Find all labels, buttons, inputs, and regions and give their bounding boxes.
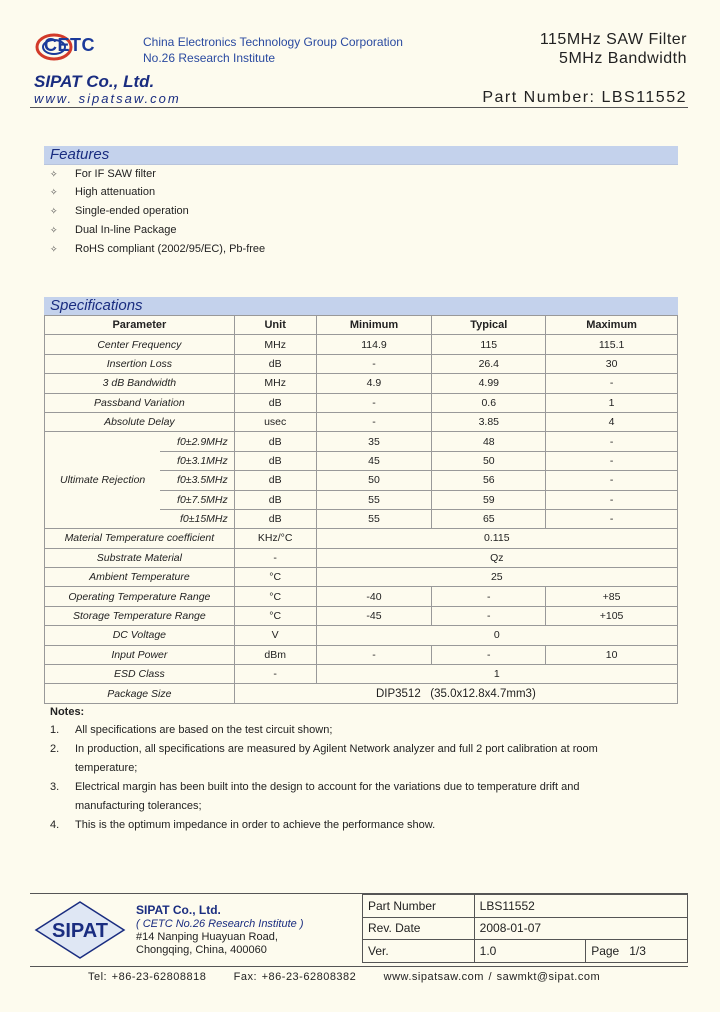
- table-row: f0±7.5MHz dB 55 59 -: [45, 490, 678, 509]
- header-divider: [30, 107, 688, 108]
- website-link[interactable]: www. sipatsaw.com: [34, 91, 181, 106]
- table-row: Rev. Date 2008-01-07: [363, 917, 688, 940]
- header-maximum: Maximum: [546, 316, 678, 335]
- note-item: 2. In production, all specifications are measured by Agilent Network analyzer and full 2 port calibration at room temperature;: [50, 743, 598, 774]
- product-title: 115MHz SAW Filter: [539, 31, 687, 48]
- notes-title: Notes:: [50, 706, 85, 718]
- footer-institute: ( CETC No.26 Research Institute ): [136, 918, 304, 930]
- table-row: f0±15MHz dB 55 65 -: [45, 509, 678, 528]
- table-row: f0±3.5MHz dB 50 56 -: [45, 471, 678, 490]
- specifications-title: Specifications: [50, 297, 143, 314]
- bullet-icon: ✧: [50, 206, 58, 216]
- table-row: Input Power dBm - - 10: [45, 645, 678, 664]
- feature-item: ✧ High attenuation: [50, 186, 156, 198]
- table-row: Part Number LBS11552: [363, 895, 688, 918]
- bullet-icon: ✧: [50, 187, 58, 197]
- header-unit: Unit: [234, 316, 316, 335]
- header-typical: Typical: [432, 316, 546, 335]
- rejection-label: Ultimate Rejection: [45, 432, 161, 529]
- cetc-logo-text: CETC: [44, 35, 95, 55]
- bullet-icon: ✧: [50, 169, 58, 179]
- table-header-row: [45, 316, 678, 335]
- note-item: 1. All specifications are based on the test circuit shown;: [50, 724, 333, 736]
- table-row: Insertion Loss dB - 26.4 30: [45, 354, 678, 373]
- table-row: Storage Temperature Range °C -45 - +105: [45, 606, 678, 625]
- part-number: Part Number: LBS11552: [482, 89, 687, 106]
- product-bandwidth: 5MHz Bandwidth: [559, 50, 687, 67]
- table-row: Material Temperature coefficient KHz/°C 0.115: [45, 529, 678, 548]
- bullet-icon: ✧: [50, 244, 58, 254]
- feature-item: ✧ RoHS compliant (2002/95/EC), Pb-free: [50, 243, 266, 255]
- corporation-name: China Electronics Technology Group Corporation: [143, 35, 403, 49]
- table-row: Ver. 1.0 Page 1/3: [363, 940, 688, 963]
- table-row: Ultimate Rejection f0±2.9MHz dB 35 48 -: [45, 432, 678, 451]
- feature-item: ✧ Dual In-line Package: [50, 224, 177, 236]
- feature-item: ✧ For IF SAW filter: [50, 168, 156, 180]
- table-row: Substrate Material - Qz: [45, 548, 678, 567]
- header-minimum: Minimum: [316, 316, 432, 335]
- table-row: 3 dB Bandwidth MHz 4.9 4.99 -: [45, 374, 678, 393]
- table-row: Passband Variation dB - 0.6 1: [45, 393, 678, 412]
- footer-city: Chongqing, China, 400060: [136, 944, 267, 956]
- table-row: DC Voltage V 0: [45, 626, 678, 645]
- feature-item: ✧ Single-ended operation: [50, 205, 189, 217]
- header-parameter: Parameter: [45, 316, 235, 335]
- company-name: SIPAT Co., Ltd.: [34, 72, 155, 91]
- table-row: Package Size DIP3512 (35.0x12.8x4.7mm3): [45, 684, 678, 703]
- footer-company: SIPAT Co., Ltd.: [136, 903, 221, 917]
- page-indicator: Page 1/3: [586, 940, 688, 963]
- features-title: Features: [50, 146, 110, 163]
- bullet-icon: ✧: [50, 225, 58, 235]
- sipat-logo-text: SIPAT: [52, 920, 108, 942]
- table-row: Operating Temperature Range °C -40 - +85: [45, 587, 678, 606]
- note-item: 4. This is the optimum impedance in order to achieve the performance show.: [50, 819, 436, 831]
- footer-contact: Tel: +86-23-62808818 Fax: +86-23-62808382 www.sipatsaw.com / sawmkt@sipat.com: [88, 971, 601, 983]
- footer-address: #14 Nanping Huayuan Road,: [136, 931, 278, 943]
- specifications-table: [44, 315, 678, 704]
- table-row: Ambient Temperature °C 25: [45, 568, 678, 587]
- table-row: Center Frequency MHz 114.9 115 115.1: [45, 335, 678, 354]
- table-row: ESD Class - 1: [45, 665, 678, 684]
- institute-name: No.26 Research Institute: [143, 51, 276, 65]
- note-item: 3. Electrical margin has been built into the design to account for the variations due to temperature drift and manufacturing tolerances;: [50, 781, 580, 812]
- footer-info-table: [362, 894, 688, 963]
- table-row: Absolute Delay usec - 3.85 4: [45, 412, 678, 431]
- table-row: f0±3.1MHz dB 45 50 -: [45, 451, 678, 470]
- features-section-bar: [44, 146, 678, 165]
- specifications-section-bar: [44, 297, 678, 316]
- sipat-logo-icon: [34, 900, 126, 960]
